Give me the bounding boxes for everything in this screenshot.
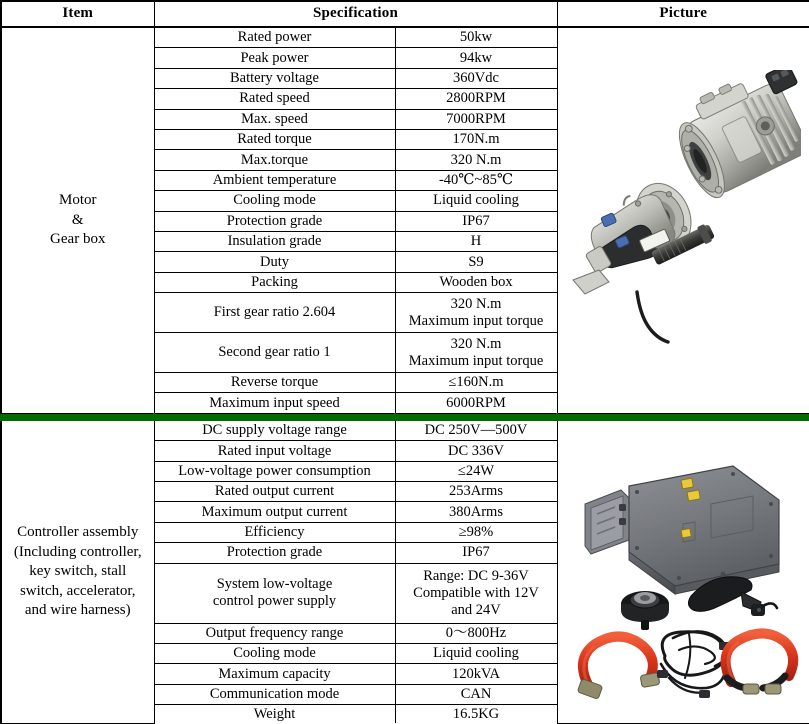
param-cell: Battery voltage (154, 68, 395, 88)
value-cell: 7000RPM (395, 109, 557, 129)
value-cell: 2800RPM (395, 89, 557, 109)
param-cell: Maximum capacity (154, 664, 395, 684)
param-cell: Cooling mode (154, 191, 395, 211)
picture-cell-controller-assembly (557, 420, 809, 723)
section-divider-green (1, 413, 809, 420)
value-cell: IP67 (395, 211, 557, 231)
param-cell: Maximum output current (154, 502, 395, 522)
param-cell: Packing (154, 272, 395, 292)
value-cell: 253Arms (395, 482, 557, 502)
param-line: control power supply (157, 593, 393, 610)
column-header-specification: Specification (154, 1, 557, 27)
value-line: 320 N.m (398, 336, 555, 353)
value-cell: DC 336V (395, 441, 557, 461)
value-line: and 24V (398, 602, 555, 619)
table-body (1, 27, 809, 723)
value-line: Maximum input torque (398, 313, 555, 330)
value-cell (395, 333, 557, 373)
param-cell: Protection grade (154, 543, 395, 563)
value-cell: 0〜800Hz (395, 623, 557, 643)
param-cell (154, 563, 395, 623)
section-divider-segment (395, 413, 557, 420)
value-cell: ≤24W (395, 461, 557, 481)
table-row (1, 27, 809, 48)
param-cell: Maximum input speed (154, 393, 395, 413)
value-cell: 360Vdc (395, 68, 557, 88)
value-cell: 16.5KG (395, 705, 557, 724)
param-cell: Protection grade (154, 211, 395, 231)
value-cell: 6000RPM (395, 393, 557, 413)
value-cell: Liquid cooling (395, 191, 557, 211)
motor-gearbox-assembly-photo (558, 28, 809, 413)
param-cell: Cooling mode (154, 643, 395, 663)
value-cell: 170N.m (395, 129, 557, 149)
value-line: Compatible with 12V (398, 585, 555, 602)
value-cell: H (395, 231, 557, 251)
value-cell: 380Arms (395, 502, 557, 522)
param-cell: Rated power (154, 27, 395, 48)
item-cell-controller-assembly (1, 420, 154, 723)
param-cell: Insulation grade (154, 231, 395, 251)
param-cell: Reverse torque (154, 373, 395, 393)
param-cell: Efficiency (154, 522, 395, 542)
value-cell: 50kw (395, 27, 557, 48)
item-label-line: Controller assembly (5, 523, 151, 543)
param-cell: First gear ratio 2.604 (154, 293, 395, 333)
param-cell: Low-voltage power consumption (154, 461, 395, 481)
param-cell: Rated torque (154, 129, 395, 149)
column-header-picture: Picture (557, 1, 809, 27)
item-label-line: Motor (5, 191, 151, 211)
param-cell: Max.torque (154, 150, 395, 170)
item-label-line: (Including controller, (5, 543, 151, 563)
param-cell: Duty (154, 252, 395, 272)
value-cell: ≥98% (395, 522, 557, 542)
value-cell: -40℃~85℃ (395, 170, 557, 190)
value-line: Maximum input torque (398, 353, 555, 370)
value-cell: IP67 (395, 543, 557, 563)
table-header-row (1, 1, 809, 27)
value-cell (395, 563, 557, 623)
param-cell: Rated input voltage (154, 441, 395, 461)
controller-assembly-photo (558, 421, 809, 723)
param-cell: Peak power (154, 48, 395, 68)
value-cell: Liquid cooling (395, 643, 557, 663)
param-line: System low-voltage (157, 576, 393, 593)
param-cell: Ambient temperature (154, 170, 395, 190)
param-cell: DC supply voltage range (154, 420, 395, 440)
param-cell: Second gear ratio 1 (154, 333, 395, 373)
value-cell: S9 (395, 252, 557, 272)
value-cell: 94kw (395, 48, 557, 68)
table-row (1, 420, 809, 440)
value-cell: 320 N.m (395, 150, 557, 170)
param-cell: Output frequency range (154, 623, 395, 643)
value-cell (395, 293, 557, 333)
value-line: Range: DC 9-36V (398, 568, 555, 585)
item-label-line: Gear box (5, 230, 151, 250)
section-divider-segment (154, 413, 395, 420)
value-cell: CAN (395, 684, 557, 704)
value-cell: 120kVA (395, 664, 557, 684)
param-cell: Max. speed (154, 109, 395, 129)
value-cell: DC 250V—500V (395, 420, 557, 440)
item-label-line: & (5, 211, 151, 231)
section-divider-segment (557, 413, 809, 420)
value-line: 320 N.m (398, 296, 555, 313)
item-label-line: switch, accelerator, (5, 582, 151, 602)
picture-cell-motor-gearbox (557, 27, 809, 413)
item-cell-motor-gearbox (1, 27, 154, 413)
value-cell: ≤160N.m (395, 373, 557, 393)
section-divider-segment (1, 413, 154, 420)
column-header-item: Item (1, 1, 154, 27)
item-label-line: key switch, stall (5, 562, 151, 582)
param-cell: Communication mode (154, 684, 395, 704)
item-label-line: and wire harness) (5, 601, 151, 621)
param-cell: Weight (154, 705, 395, 724)
value-cell: Wooden box (395, 272, 557, 292)
param-cell: Rated speed (154, 89, 395, 109)
param-cell: Rated output current (154, 482, 395, 502)
